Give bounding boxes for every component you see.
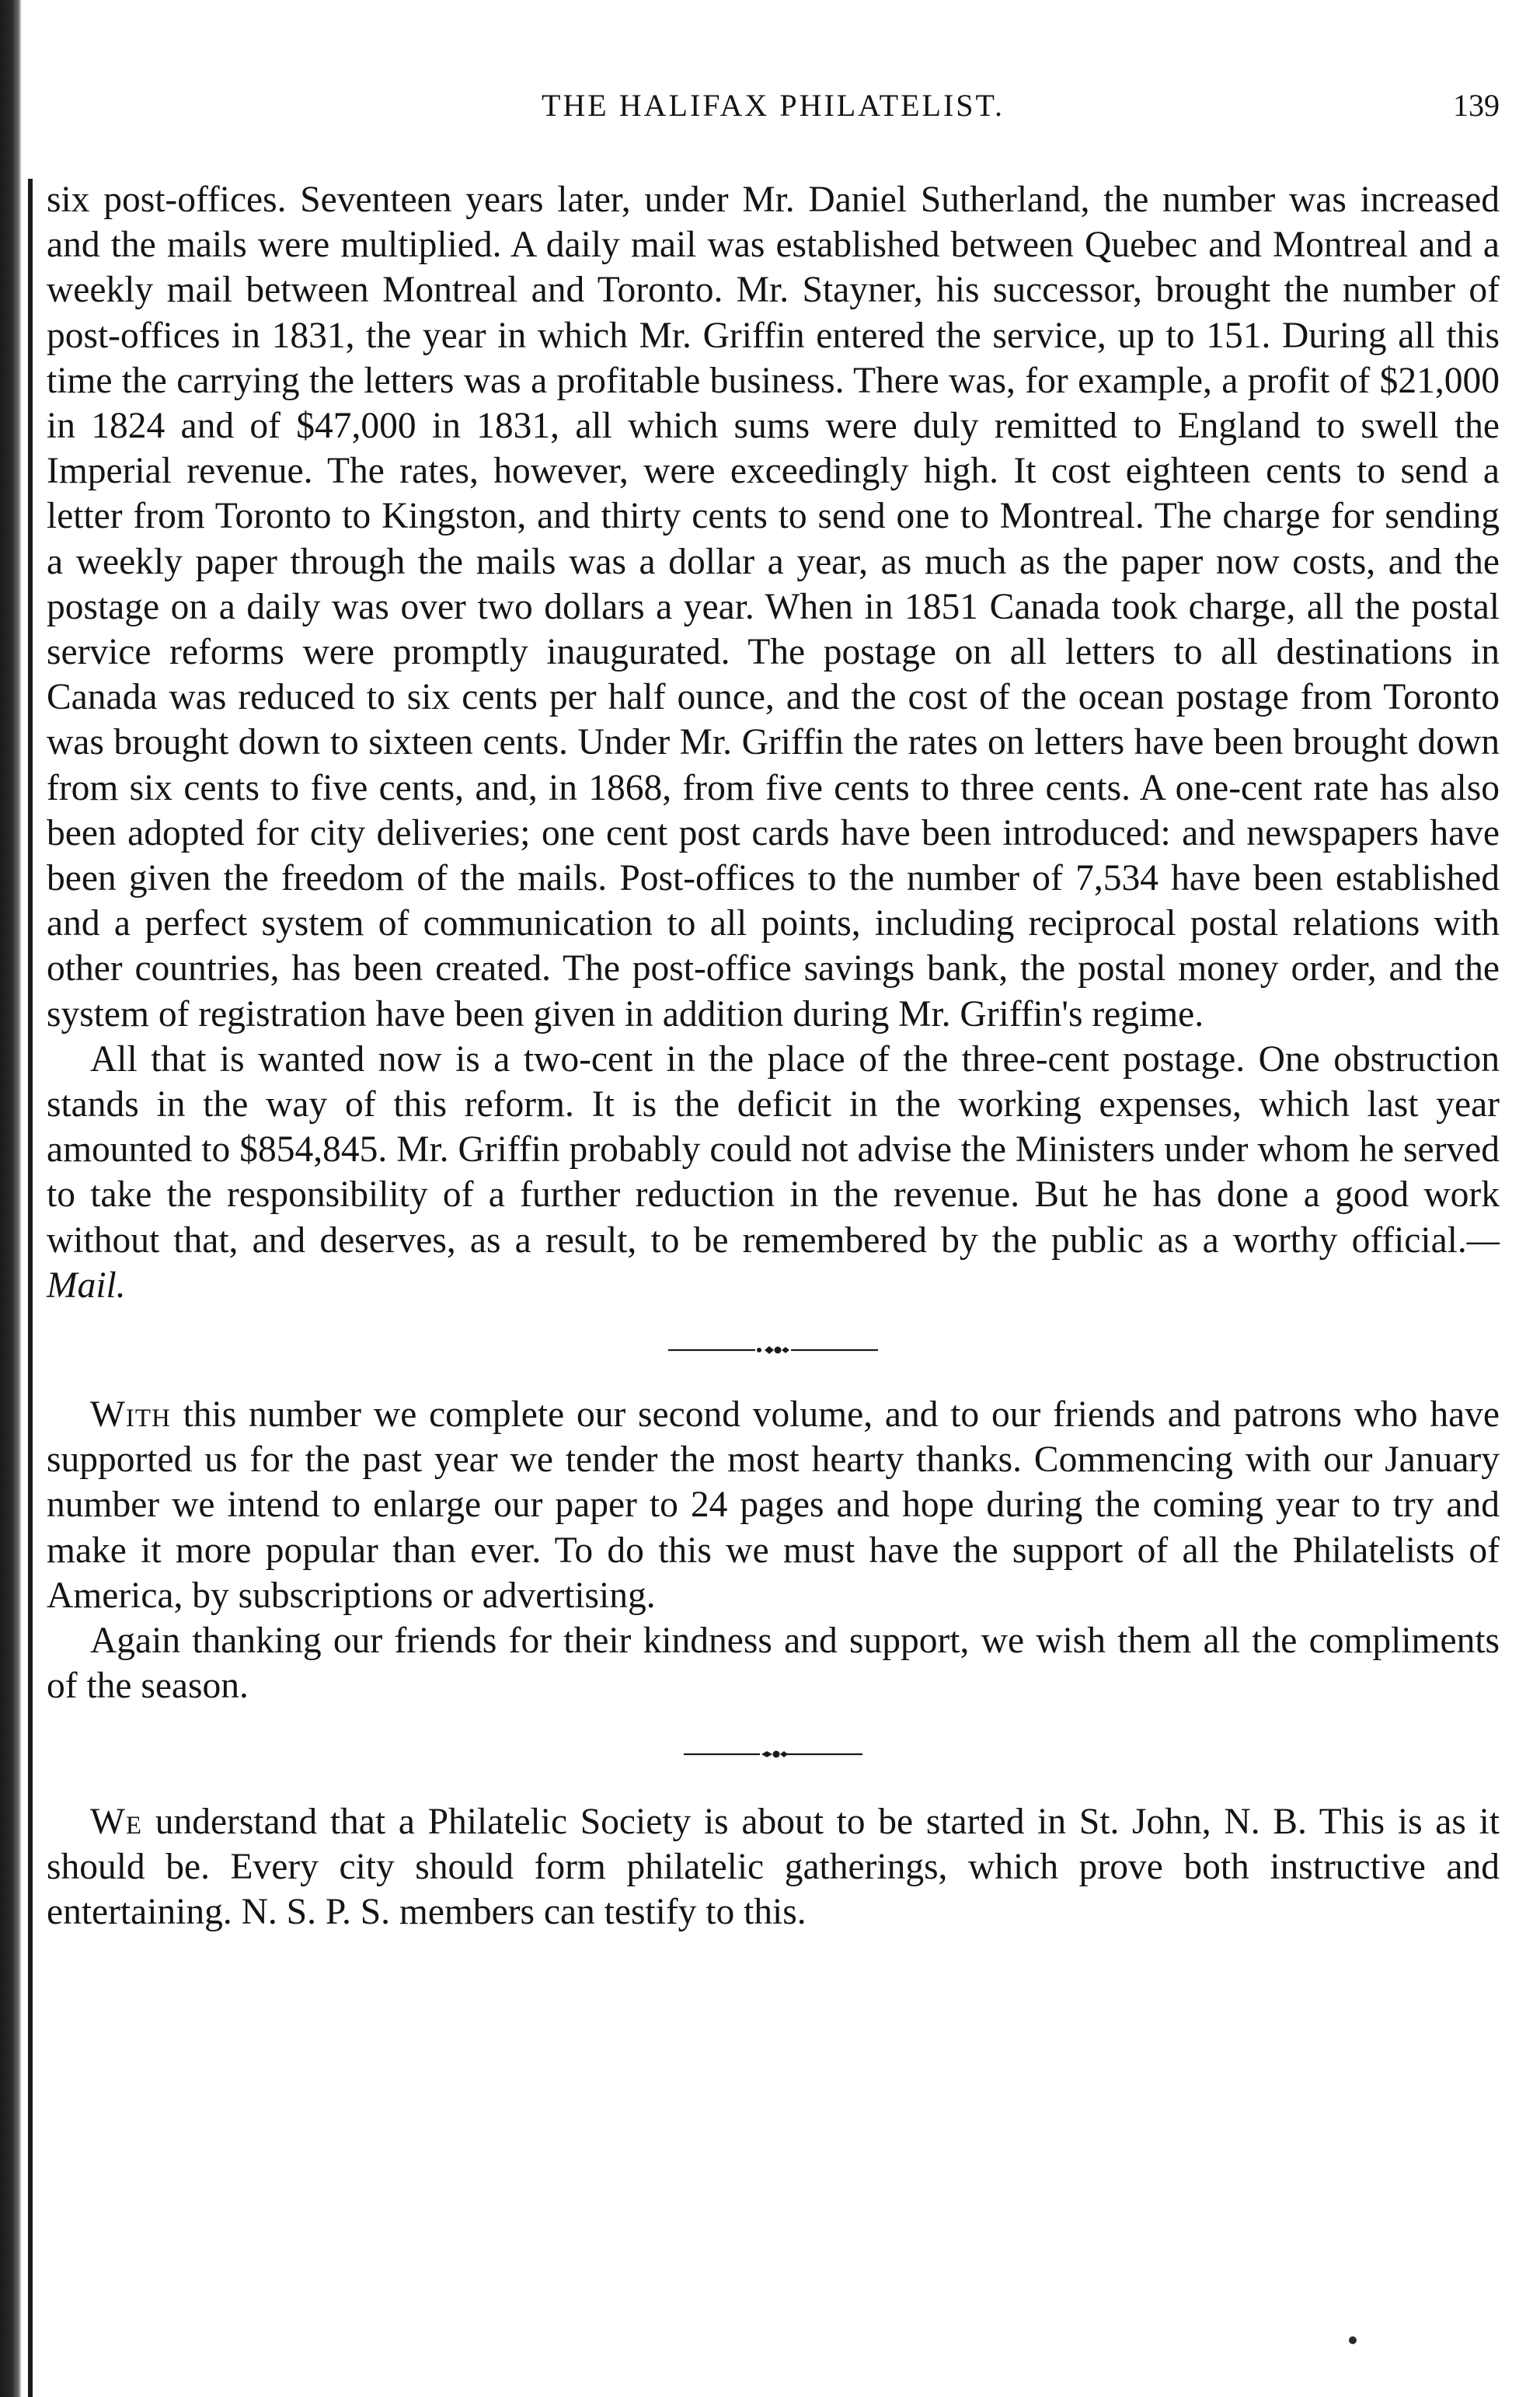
page-binding-edge bbox=[0, 0, 22, 2397]
running-head bbox=[47, 87, 1500, 134]
ornament-rule-icon bbox=[668, 1746, 878, 1762]
article-source: —Mail. bbox=[47, 1219, 1500, 1306]
book-page bbox=[47, 0, 1500, 2397]
article-paragraph-1: six post-offices. Seventeen years later, under Mr. Daniel Sutherland, the number was increased and the mails were multiplied. A daily mail was established between Quebec and Montreal and a weekly mail between Montreal and Toronto. Mr. Stayner, his successor, brought the number of post-offices in 1831, the year in which Mr. Griffin entered the service, up to 151. During all this time the carrying the letters was a profitable business. There was, for example, a profit of $21,000 in 1824 and of $47,000 in 1831, all which sums were duly remitted to England to swell the Imperial revenue. The rates, however, were exceedingly high. It cost eighteen cents to send a letter from Toronto to Kingston, and thirty cents to send one to Montreal. The charge for sending a weekly paper through the mails was a dollar a year, as much as the paper now costs, and the postage on a daily was over two dollars a year. When in 1851 Canada took charge, all the postal service reforms were promptly inaugurated. The postage on all letters to all destinations in Canada was reduced to six cents per half ounce, and the cost of the ocean postage from Toronto was brought down to sixteen cents. Under Mr. Griffin the rates on letters have been brought down from six cents to five cents, and, in 1868, from five cents to three cents. A one-cent rate has also been adopted for city deliveries; one cent post cards have been introduced: and newspapers have been given the freedom of the mails. Post-offices to the number of 7,534 have been established and a perfect system of communication to all points, including reciprocal postal relations with other countries, has been created. The post-office savings bank, the postal money order, and the system of registration have been given in addition during Mr. Griffin's regime. bbox=[47, 180, 1500, 1035]
notice-1-text: this number we complete our second volume, and to our friends and patrons who have supported us for the past year we tender the most hearty thanks. Commencing with our January number we intend to enlarge our paper to 24 pages and hope during the coming year to try and make it more popular than ever. To do this we must have the support of all the Philatelists of America, by subscriptions or advertising. bbox=[47, 1394, 1500, 1616]
ink-speck bbox=[1349, 2336, 1357, 2344]
page-body bbox=[47, 177, 1500, 1935]
running-title: THE HALIFAX PHILATELIST. bbox=[541, 88, 1005, 123]
article-paragraph-2-text: All that is wanted now is a two-cent in the place of the three-cent postage. One obstruction stands in the way of this reform. It is the deficit in the working expenses, which last year amounted to $854,845. Mr. Griffin probably could not advise the Ministers under whom he served to take the responsibility of a further reduction in the revenue. But he has done a good work without that, and deserves, as a result, to be remembered by the public as a worthy official. bbox=[47, 1038, 1500, 1261]
notice-1-paragraph-2: Again thanking our friends for their kindness and support, we wish them all the compliments of the season. bbox=[47, 1621, 1500, 1707]
page-number: 139 bbox=[1453, 88, 1500, 123]
notice-1-paragraph-1 bbox=[47, 1392, 1500, 1618]
notice-1-lead: With bbox=[90, 1394, 171, 1436]
section-divider-1 bbox=[47, 1308, 1500, 1392]
notice-2-text: understand that a Philatelic Society is about to be started in St. John, N. B. This is as it should be. Every city should form philatelic gatherings, which prove both instructive and entertaining. N. S. P. S. members can testify to this. bbox=[47, 1801, 1500, 1932]
notice-2-lead: We bbox=[90, 1801, 142, 1842]
notice-2-paragraph bbox=[47, 1799, 1500, 1935]
ornament-rule-icon bbox=[668, 1342, 878, 1358]
section-divider-2 bbox=[47, 1709, 1500, 1799]
page-gutter-rule bbox=[28, 179, 33, 2397]
article-paragraph-2 bbox=[47, 1037, 1500, 1308]
